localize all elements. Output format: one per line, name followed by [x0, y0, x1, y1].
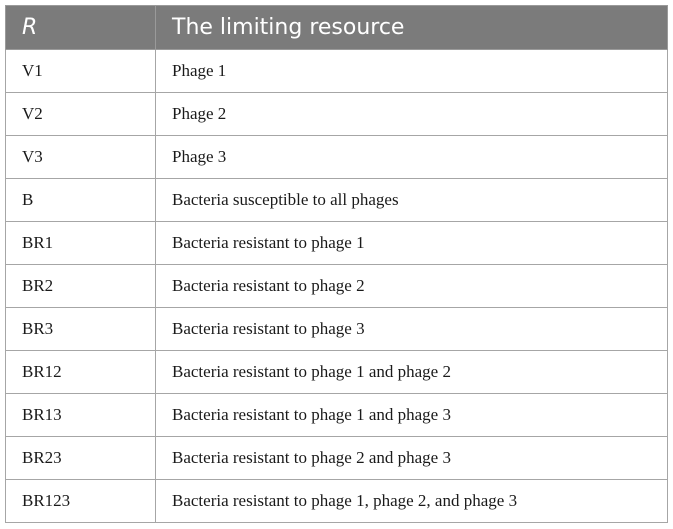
description-cell: Bacteria resistant to phage 2: [156, 265, 668, 308]
description-cell: Bacteria resistant to phage 1, phage 2, and phage 3: [156, 480, 668, 523]
table-row: [6, 265, 668, 308]
table-row: [6, 222, 668, 265]
table-row: [6, 480, 668, 523]
table-row: [6, 308, 668, 351]
header-description: The limiting resource: [156, 6, 668, 50]
header-variable: R: [6, 6, 156, 50]
table-row: [6, 437, 668, 480]
description-cell: Phage 1: [156, 50, 668, 93]
description-cell: Phage 3: [156, 136, 668, 179]
variable-cell: BR3: [6, 308, 156, 351]
variable-cell: V3: [6, 136, 156, 179]
variable-cell: B: [6, 179, 156, 222]
table-row: [6, 93, 668, 136]
description-cell: Bacteria susceptible to all phages: [156, 179, 668, 222]
description-cell: Bacteria resistant to phage 2 and phage 3: [156, 437, 668, 480]
variable-cell: BR1: [6, 222, 156, 265]
variable-cell: V1: [6, 50, 156, 93]
table-row: [6, 136, 668, 179]
table-body: [6, 50, 668, 523]
table-row: [6, 50, 668, 93]
table-row: [6, 179, 668, 222]
description-cell: Bacteria resistant to phage 3: [156, 308, 668, 351]
table-header: [6, 6, 668, 50]
variable-cell: BR2: [6, 265, 156, 308]
variable-cell: BR123: [6, 480, 156, 523]
description-cell: Bacteria resistant to phage 1 and phage 2: [156, 351, 668, 394]
variable-cell: BR13: [6, 394, 156, 437]
header-row: [6, 6, 668, 50]
description-cell: Phage 2: [156, 93, 668, 136]
table-row: [6, 351, 668, 394]
description-cell: Bacteria resistant to phage 1: [156, 222, 668, 265]
variable-cell: BR23: [6, 437, 156, 480]
variables-table: [5, 5, 668, 523]
variable-cell: V2: [6, 93, 156, 136]
variable-cell: BR12: [6, 351, 156, 394]
description-cell: Bacteria resistant to phage 1 and phage 3: [156, 394, 668, 437]
table-row: [6, 394, 668, 437]
